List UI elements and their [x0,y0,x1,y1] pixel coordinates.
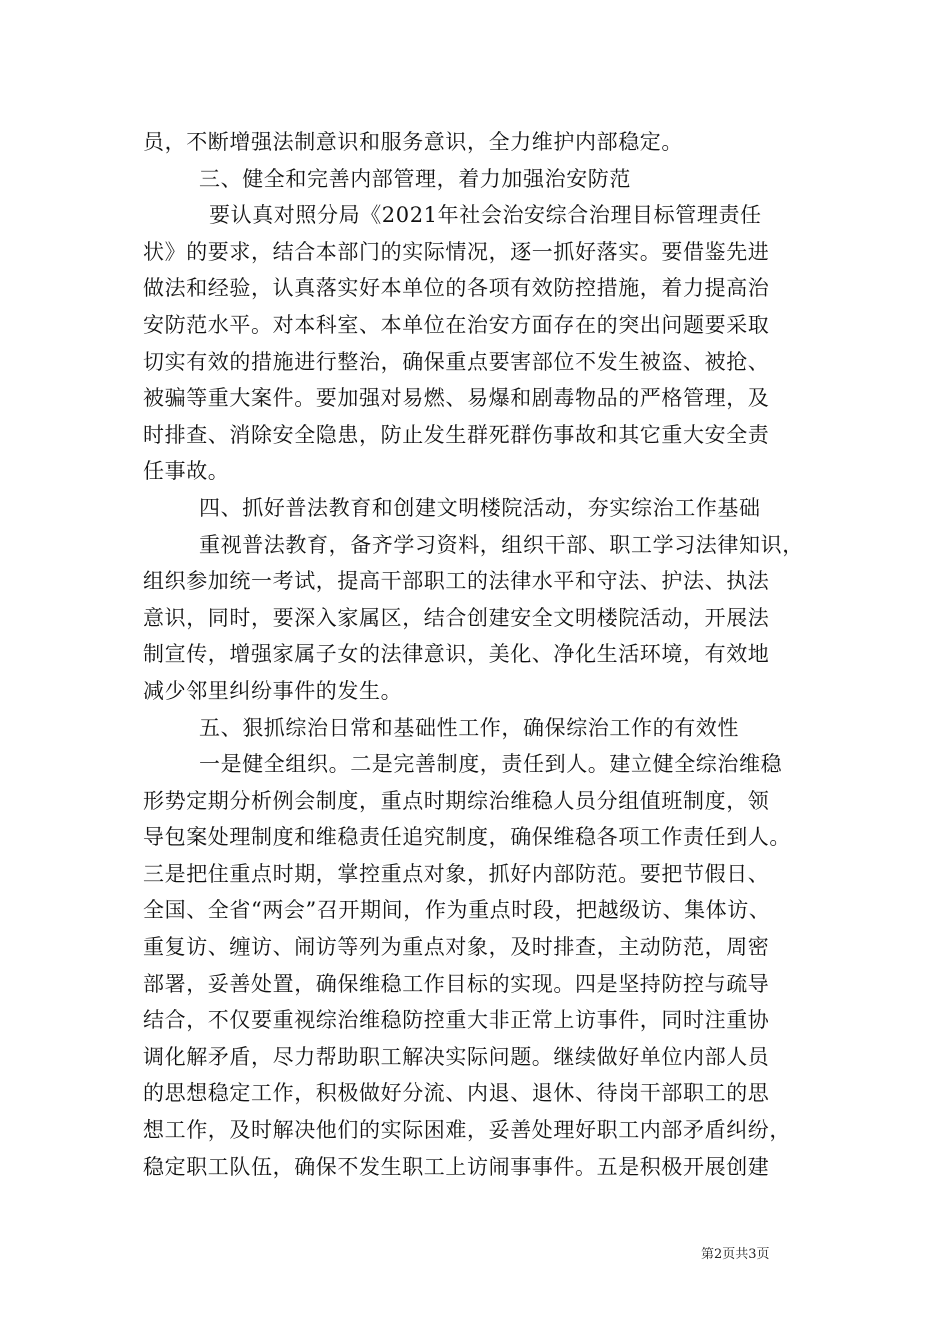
text-line: 被骗等重大案件。要加强对易燃、易爆和剧毒物品的严格管理，及 [143,386,770,411]
text-line: 的思想稳定工作，积极做好分流、内退、退休、待岗干部职工的思 [143,1081,770,1106]
text-line: 切实有效的措施进行整治，确保重点要害部位不发生被盗、被抢、 [143,349,770,374]
text-line: 重复访、缠访、闹访等列为重点对象，及时排查，主动防范，周密 [143,935,770,960]
text-line: 想工作，及时解决他们的实际困难，妥善处理好职工内部矛盾纠纷， [143,1118,791,1143]
text-line: 稳定职工队伍，确保不发生职工上访闹事事件。五是积极开展创建 [143,1154,770,1179]
section-heading: 五、狠抓综治日常和基础性工作，确保综治工作的有效性 [199,715,739,740]
section-heading: 三、健全和完善内部管理，着力加强治安防范 [199,166,631,191]
text-line: 三是把住重点时期，掌控重点对象，抓好内部防范。要把节假日、 [143,861,770,886]
text-line: 形势定期分析例会制度，重点时期综治维稳人员分组值班制度，领 [143,788,770,813]
document-body [143,124,823,1185]
text-line: 导包案处理制度和维稳责任追究制度，确保维稳各项工作责任到人。 [143,825,791,850]
text-line: 时排查、消除安全隐患，防止发生群死群伤事故和其它重大安全责 [143,422,770,447]
text-line: 意识，同时，要深入家属区，结合创建安全文明楼院活动，开展法 [143,605,770,630]
page-number: 第2页共3页 [701,1247,770,1262]
text-line: 制宣传，增强家属子女的法律意识，美化、净化生活环境，有效地 [143,642,770,667]
text-line: 调化解矛盾，尽力帮助职工解决实际问题。继续做好单位内部人员 [143,1044,770,1069]
text-line: 一是健全组织。二是完善制度，责任到人。建立健全综治维稳 [199,752,783,777]
text-line: 部署，妥善处置，确保维稳工作目标的实现。四是坚持防控与疏导 [143,971,770,996]
section-heading: 四、抓好普法教育和创建文明楼院活动，夯实综治工作基础 [199,495,761,520]
text-line: 做法和经验，认真落实好本单位的各项有效防控措施，着力提高治 [143,276,770,301]
text-line: 员，不断增强法制意识和服务意识，全力维护内部稳定。 [143,130,683,154]
text-line: 全国、全省“两会”召开期间，作为重点时段，把越级访、集体访、 [143,898,771,923]
text-line: 结合，不仅要重视综治维稳防控重大非正常上访事件，同时注重协 [143,1008,770,1033]
text-line: 组织参加统一考试，提高干部职工的法律水平和守法、护法、执法 [143,569,770,594]
text-line: 减少邻里纠纷事件的发生。 [143,678,403,703]
text-line: 重视普法教育，备齐学习资料，组织干部、职工学习法律知识， [199,532,804,557]
text-line: 安防范水平。对本科室、本单位在治安方面存在的突出问题要采取 [143,312,770,337]
text-line: 任事故。 [143,459,230,484]
text-line: 状》的要求，结合本部门的实际情况，逐一抓好落实。要借鉴先进 [143,239,770,264]
text-line: 要认真对照分局《2021年社会治安综合治理目标管理责任 [209,203,762,228]
